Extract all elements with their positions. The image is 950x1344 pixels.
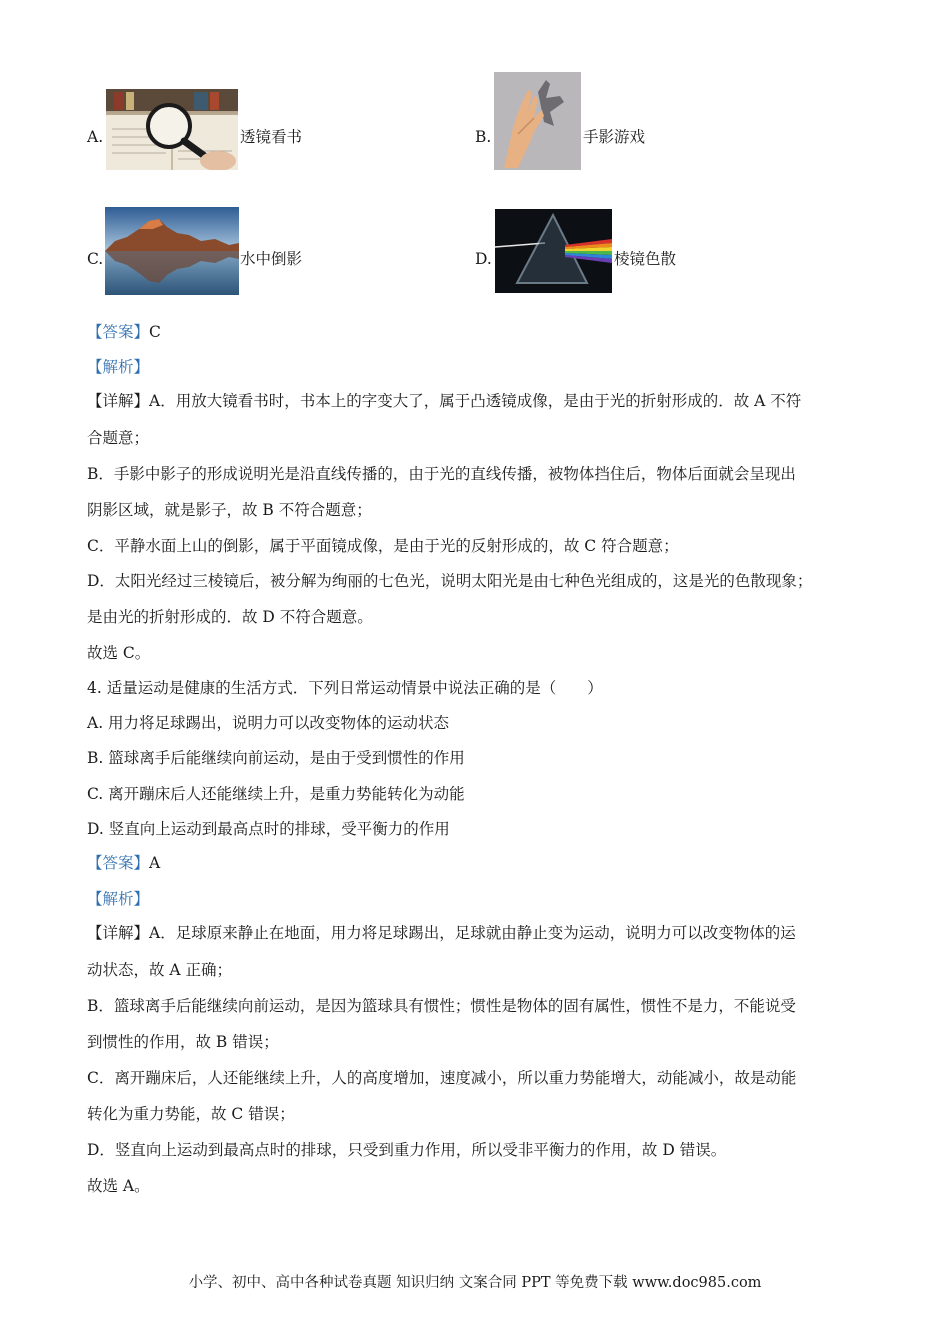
q3-detail-line-2: 合题意； — [87, 429, 150, 447]
answer-value: A — [149, 854, 161, 872]
q3-conclusion: 故选 C。 — [87, 644, 151, 662]
hand-shadow-icon — [494, 72, 581, 170]
option-b-letter: B. — [475, 128, 492, 146]
q3-line-text: A．用放大镜看书时，书本上的字变大了，属于凸透镜成像，是由于光的折射形成的．故 A 不符 — [149, 392, 802, 410]
q4-line-text: A．足球原来静止在地面，用力将足球踢出，足球就由静止变为运动，说明力可以改变物体的运 — [149, 924, 796, 942]
q4-option-b: B. 篮球离手后能继续向前运动，是由于受到惯性的作用 — [87, 749, 465, 767]
q3-detail-line-4: 阴影区域，就是影子，故 B 不符合题意； — [87, 501, 372, 519]
answer-tag: 【答案】 — [87, 854, 150, 872]
q3-detail-line-1 — [87, 391, 801, 411]
answer-tag: 【答案】 — [87, 323, 150, 341]
q3-analysis-tag: 【解析】 — [87, 358, 150, 376]
q4-detail-line-6: 转化为重力势能，故 C 错误； — [87, 1105, 295, 1123]
q4-detail-line-2: 动状态，故 A 正确； — [87, 961, 233, 979]
detail-tag: 【详解】 — [87, 924, 150, 942]
q4-option-d: D. 竖直向上运动到最高点时的排球，受平衡力的作用 — [87, 820, 450, 838]
q4-option-a: A. 用力将足球踢出，说明力可以改变物体的运动状态 — [87, 714, 450, 732]
magnifier-book-photo — [106, 89, 238, 170]
option-c-letter: C. — [87, 250, 104, 268]
q4-detail-line-1 — [87, 923, 796, 943]
q4-option-c: C. 离开蹦床后人还能继续上升，是重力势能转化为动能 — [87, 785, 465, 803]
mountain-reflection-icon — [105, 207, 239, 295]
option-c-caption: 水中倒影 — [240, 250, 303, 268]
option-a-letter: A. — [87, 128, 104, 146]
prism-icon — [495, 209, 612, 293]
mountain-reflection-photo — [105, 207, 239, 295]
option-b-caption: 手影游戏 — [583, 128, 646, 146]
q4-detail-line-4: 到惯性的作用，故 B 错误； — [87, 1033, 279, 1051]
option-d-letter: D. — [475, 250, 492, 268]
option-a-caption: 透镜看书 — [240, 128, 303, 146]
q4-answer — [87, 853, 160, 873]
page-footer: 小学、初中、高中各种试卷真题 知识归纳 文案合同 PPT 等免费下载 www.doc985.com — [188, 1275, 762, 1291]
q4-detail-line-5: C．离开蹦床后，人还能继续上升，人的高度增加，速度减小，所以重力势能增大，动能减小，故是动能 — [87, 1069, 797, 1087]
q4-detail-line-3: B．篮球离手后能继续向前运动，是因为篮球具有惯性；惯性是物体的固有属性，惯性不是力，不能说受 — [87, 997, 796, 1015]
option-d-caption: 棱镜色散 — [614, 250, 677, 268]
q4-conclusion: 故选 A。 — [87, 1177, 150, 1195]
q4-stem: 4. 适量运动是健康的生活方式．下列日常运动情景中说法正确的是（ ） — [87, 679, 603, 697]
q3-detail-line-6: D．太阳光经过三棱镜后，被分解为绚丽的七色光，说明太阳光是由七种色光组成的，这是光的色散现象； — [87, 572, 813, 590]
answer-value: C — [149, 323, 161, 341]
q4-detail-line-7: D．竖直向上运动到最高点时的排球，只受到重力作用，所以受非平衡力的作用，故 D 错误。 — [87, 1141, 727, 1159]
q3-detail-line-3: B．手影中影子的形成说明光是沿直线传播的，由于光的直线传播，被物体挡住后，物体后面就会呈现出 — [87, 465, 796, 483]
q3-detail-line-5: C．平静水面上山的倒影，属于平面镜成像，是由于光的反射形成的，故 C 符合题意； — [87, 537, 679, 555]
magnifier-book-icon — [106, 89, 238, 170]
detail-tag: 【详解】 — [87, 392, 150, 410]
q3-answer — [87, 322, 161, 342]
q3-detail-line-7: 是由光的折射形成的．故 D 不符合题意。 — [87, 608, 373, 626]
hand-shadow-photo — [494, 72, 581, 170]
q4-analysis-tag: 【解析】 — [87, 890, 150, 908]
prism-dispersion-photo — [495, 209, 612, 293]
